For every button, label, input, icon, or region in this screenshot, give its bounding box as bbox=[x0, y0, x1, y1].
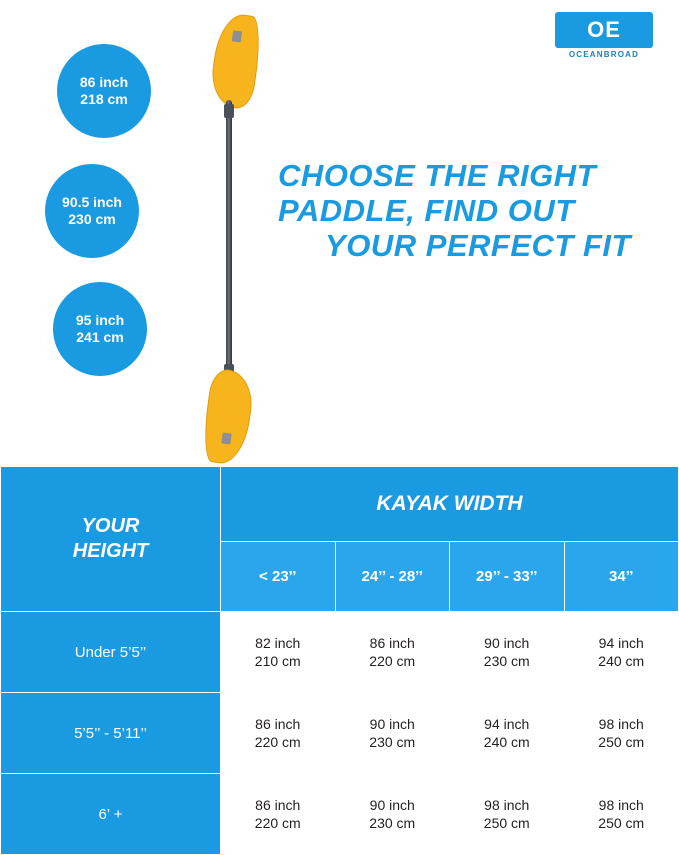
size-bubble-cm: 218 cm bbox=[80, 91, 128, 107]
width-column-3: 34’’ bbox=[564, 541, 679, 611]
cell-cm: 220 cm bbox=[369, 653, 416, 669]
brand-name: OCEANBROAD bbox=[568, 50, 640, 59]
table-cell bbox=[564, 693, 679, 774]
table-cell bbox=[335, 612, 450, 693]
kayak-width-header: KAYAK WIDTH bbox=[221, 467, 679, 542]
cell-inch: 90 inch bbox=[369, 797, 415, 813]
table-cell bbox=[221, 693, 336, 774]
table-row bbox=[1, 693, 679, 774]
cell-inch: 90 inch bbox=[369, 716, 415, 732]
your-height-header-line-2: HEIGHT bbox=[72, 540, 149, 562]
cell-inch: 86 inch bbox=[369, 635, 415, 651]
blade-label-icon bbox=[232, 30, 242, 42]
paddle-size-table bbox=[0, 466, 679, 855]
width-column-1: 24’’ - 28’’ bbox=[335, 541, 450, 611]
cell-cm: 230 cm bbox=[483, 653, 530, 669]
brand-logo bbox=[555, 12, 653, 59]
row-label: 6’ + bbox=[1, 774, 221, 855]
row-label: Under 5’5’’ bbox=[1, 612, 221, 693]
blade-label-icon bbox=[221, 432, 231, 444]
size-bubble bbox=[53, 282, 147, 376]
table-cell bbox=[335, 774, 450, 855]
cell-cm: 250 cm bbox=[483, 815, 530, 831]
cell-cm: 250 cm bbox=[598, 734, 645, 750]
paddle-blade-upper bbox=[208, 11, 265, 110]
size-bubble bbox=[57, 44, 151, 138]
cell-cm: 220 cm bbox=[254, 815, 301, 831]
paddle-blade-lower bbox=[200, 367, 257, 466]
size-bubble-cm: 230 cm bbox=[68, 211, 116, 227]
kayak-paddle-illustration bbox=[196, 12, 266, 452]
cell-inch: 86 inch bbox=[255, 797, 301, 813]
logo-mark bbox=[555, 12, 653, 48]
table-cell bbox=[221, 612, 336, 693]
cell-cm: 210 cm bbox=[254, 653, 301, 669]
paddle-ferrule-top bbox=[224, 104, 234, 118]
cell-cm: 220 cm bbox=[254, 734, 301, 750]
width-column-2: 29’’ - 33’’ bbox=[450, 541, 565, 611]
cell-inch: 90 inch bbox=[484, 635, 530, 651]
size-bubble-inch: 90.5 inch bbox=[62, 194, 122, 210]
table-cell bbox=[221, 774, 336, 855]
table-cell bbox=[450, 693, 565, 774]
table-row bbox=[1, 612, 679, 693]
size-bubble-inch: 86 inch bbox=[79, 74, 129, 90]
cell-inch: 98 inch bbox=[484, 797, 530, 813]
page-title bbox=[278, 158, 658, 263]
table-cell bbox=[564, 774, 679, 855]
headline-line-2: PADDLE, FIND OUT bbox=[278, 193, 575, 228]
cell-inch: 98 inch bbox=[598, 797, 644, 813]
row-label: 5’5’’ - 5’11’’ bbox=[1, 693, 221, 774]
table-row bbox=[1, 774, 679, 855]
your-height-header-line-1: YOUR bbox=[81, 515, 140, 537]
table-header-row bbox=[1, 467, 679, 542]
size-bubble-cm: 241 cm bbox=[76, 329, 124, 345]
cell-cm: 230 cm bbox=[369, 734, 416, 750]
size-bubble-inch: 95 inch bbox=[75, 312, 125, 328]
cell-inch: 86 inch bbox=[255, 716, 301, 732]
cell-inch: 82 inch bbox=[255, 635, 301, 651]
table-cell bbox=[450, 612, 565, 693]
headline-line-1: CHOOSE THE RIGHT bbox=[278, 158, 597, 193]
headline-line-3: YOUR PERFECT FIT bbox=[325, 228, 631, 263]
cell-cm: 230 cm bbox=[369, 815, 416, 831]
cell-cm: 250 cm bbox=[598, 815, 645, 831]
cell-inch: 94 inch bbox=[598, 635, 644, 651]
cell-inch: 98 inch bbox=[598, 716, 644, 732]
cell-inch: 94 inch bbox=[484, 716, 530, 732]
table-cell bbox=[564, 612, 679, 693]
your-height-header bbox=[1, 467, 221, 612]
width-column-0: < 23’’ bbox=[221, 541, 336, 611]
table-cell bbox=[450, 774, 565, 855]
paddle-shaft bbox=[226, 100, 232, 378]
logo-glyph: OE bbox=[587, 17, 621, 42]
cell-cm: 240 cm bbox=[598, 653, 645, 669]
size-bubble bbox=[45, 164, 139, 258]
table-cell bbox=[335, 693, 450, 774]
cell-cm: 240 cm bbox=[483, 734, 530, 750]
